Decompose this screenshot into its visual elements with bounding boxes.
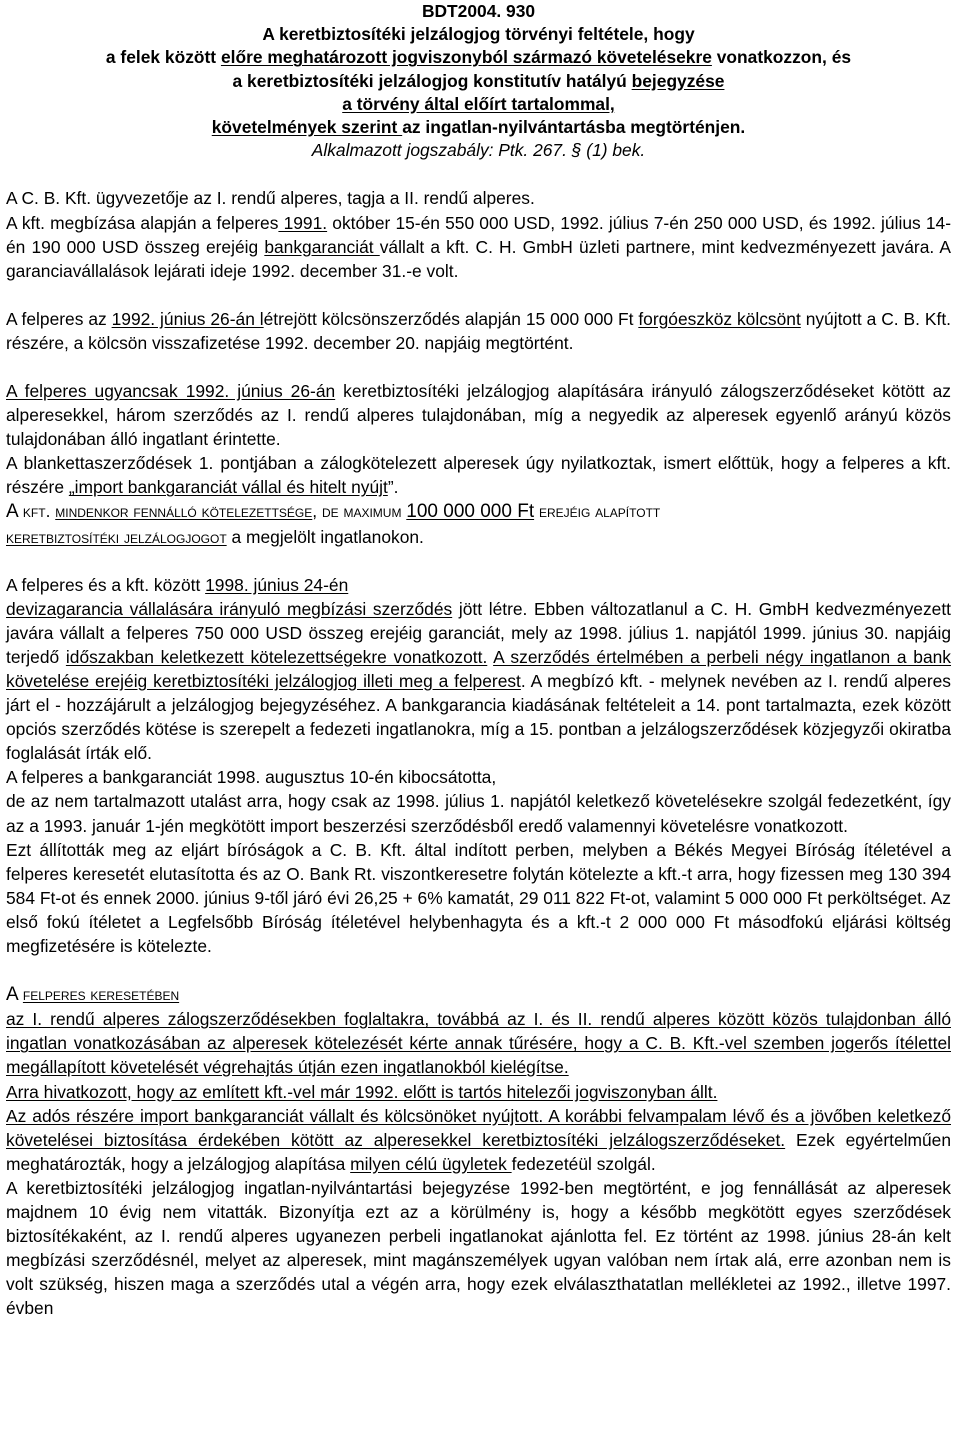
paragraph-parties: [6, 186, 951, 282]
guarantee-paragraph: A kft. megbízása alapján a felperes 1991. október 15-én 550 000 USD, 1992. július 7-én 250 000 USD, és 1992. július 14-én 190 000 USD összeg erejéig bankgaranciát vállalt a kft. C. H. GmbH üzleti partnere, mint kedvezményezett javára. A garanciavállalások lejárati ideje 1992. december 31.-e volt.: [6, 212, 951, 281]
headnote-line-1: A keretbiztosítéki jelzálogjog törvényi feltétele, hogy: [262, 24, 695, 45]
headnote-line-5: követelmények szerint az ingatlan-nyilvántartásba megtörténjen.: [211, 117, 746, 138]
paragraph-mortgage: A felperes ugyancsak 1992. június 26-án keretbiztosítéki jelzálogjog alapítására irányuló zálogszerződéseket kötött az alperesekkel, három szerződés az I. rendű alperes tulajdonában, míg a negyedik az alperesek egyenlő arányú közös tulajdonában álló ingatlant érintette. A blankettaszerződések 1. pontjában a zálogkötelezett alperesek úgy nyilatkoztak, ismert előttük, hogy a felperes a kft. részére „import bankgaranciát vállal és hitelt nyújt”. A kft. mindenkor fennálló kötelezettsége, de maximum 100 000 000 Ft erejéig alapított keretbiztosítéki jelzálogjogot a megjelölt ingatlanokon.: [6, 380, 951, 547]
case-reference: BDT2004. 930: [421, 1, 536, 21]
paragraph-1998-contract: A felperes és a kft. között 1998. június 24-én devizagarancia vállalására irányuló megbízási szerződés jött létre. Ebben változatlanul a C. H. GmbH kedvezményezett javára vállalt a felperes 750 000 USD összeg erejéig garanciát, mely az 1998. július 1. napjától 1999. június 30. napjáig terjedő időszakban keletkezett kötelezettségekre vonatkozott. A szerződés értelmében a perbeli négy ingatlanon a bank követelése erejéig keretbiztosítéki jelzálogjog illeti meg a felperest. A megbízó kft. - melynek nevében az I. rendű alperes járt el - hozzájárult a jelzálogjog bejegyzéséhez. A bankgarancia kiadásának feltételeit a 14. pont tartalmazta, ezek között opciós szerződés kötése is szerepelt a fedezeti ingatlanokra, míg a 15. pontban a jelzálogszerződések közjegyzői okiratba foglalását írták elő. A felperes a bankgaranciát 1998. augusztus 10-én kibocsátotta, de az nem tartalmazott utalást arra, hogy csak az 1998. július 1. napjától keletkező követelésekre szolgál fedezetként, így az a 1993. január 1-jén megkötött import beszerzési szerződésből eredő valamennyi követelésre vonatkozott. Ezt állították meg az eljárt bíróságok a C. B. Kft. által indított perben, melyben a Békés Megyei Bíróság ítéletével a felperes keresetét elutasította és az O. Bank Rt. viszontkeresetre folytán kötelezte a kft.-t arra, hogy fizessen meg 130 394 584 Ft-ot és ennek 2000. június 9-től járó évi 26,25 + 6% kamatát, 29 011 822 Ft-ot, valamint 5 000 000 Ft perköltséget. Az első fokú ítéletet a Legfelsőbb Bíróság ítéletével helybenhagyta és a kft.-t 2 000 000 Ft másodfokú eljárási költség megfizetésére is kötelezte.: [6, 574, 952, 957]
decision-heading: [6, 0, 951, 162]
headnote-line-2: a felek között előre meghatározott jogviszonyból származó követelésekre vonatkozzon, és: [105, 47, 852, 68]
headnote-line-3: a keretbiztosítéki jelzálogjog konstitutív hatályú bejegyzése: [232, 70, 725, 91]
headnote-line-4: a törvény által előírt tartalommal,: [342, 93, 615, 114]
paragraph-loan: A felperes az 1992. június 26-án létrejött kölcsönszerződés alapján 15 000 000 Ft forgóeszköz kölcsönt nyújtott a C. B. Kft. részére, a kölcsön visszafizetése 1992. december 20. napjáig megtörtént.: [6, 308, 951, 353]
parties-line: A C. B. Kft. ügyvezetője az I. rendű alperes, tagja a II. rendű alperes.: [6, 188, 535, 209]
applied-law: Alkalmazott jogszabály: Ptk. 267. § (1) bek.: [311, 140, 646, 161]
paragraph-claim: A felperes keresetében az I. rendű alperes zálogszerződésekben foglaltakra, továbbá az I. és II. rendű alperes között közös tulajdonban álló ingatlan vonatkozásában az alperesek kötelezését kérte annak tűrésére, hogy a C. B. Kft.-vel szemben jogerős ítélettel megállapított követelését végrehajtás útján ezen ingatlanokból kielégítse. Arra hivatkozott, hogy az említett kft.-vel már 1992. előtt is tartós hitelezői jogviszonyban állt. Az adós részére import bankgaranciát vállalt és kölcsönöket nyújtott. A korábbi felvampalam lévő és a jövőben keletkező követelései biztosítása érdekében kötött az alperesekkel keretbiztosítéki jelzálogszerződéseket. Ezek egyértelműen meghatározták, hogy a jelzálogjog alapítása milyen célú ügyletek fedezetéül szolgál. A keretbiztosítéki jelzálogjog ingatlan-nyilvántartási bejegyzése 1992-ben megtörtént, e jog fennállását az alperesek majdnem 10 évig nem vitatták. Bizonyítja ezt az a körülmény is, hogy a később megkötött egyes szerződések biztosítékaként, az I. rendű alperes ugyanezen perbeli ingatlanokat ajánlotta fel. Ez történt az 1998. június 28-án kelt megbízási szerződésnél, melyet az alperesek, mint magánszemélyek ugyan valóban nem írtak alá, erre azonban nem is volt szükség, hiszen maga a szerződés utal a végén arra, hogy ezek elválaszthatatlan mellékletei az 1992., illetve 1997. évben: [6, 984, 951, 1319]
